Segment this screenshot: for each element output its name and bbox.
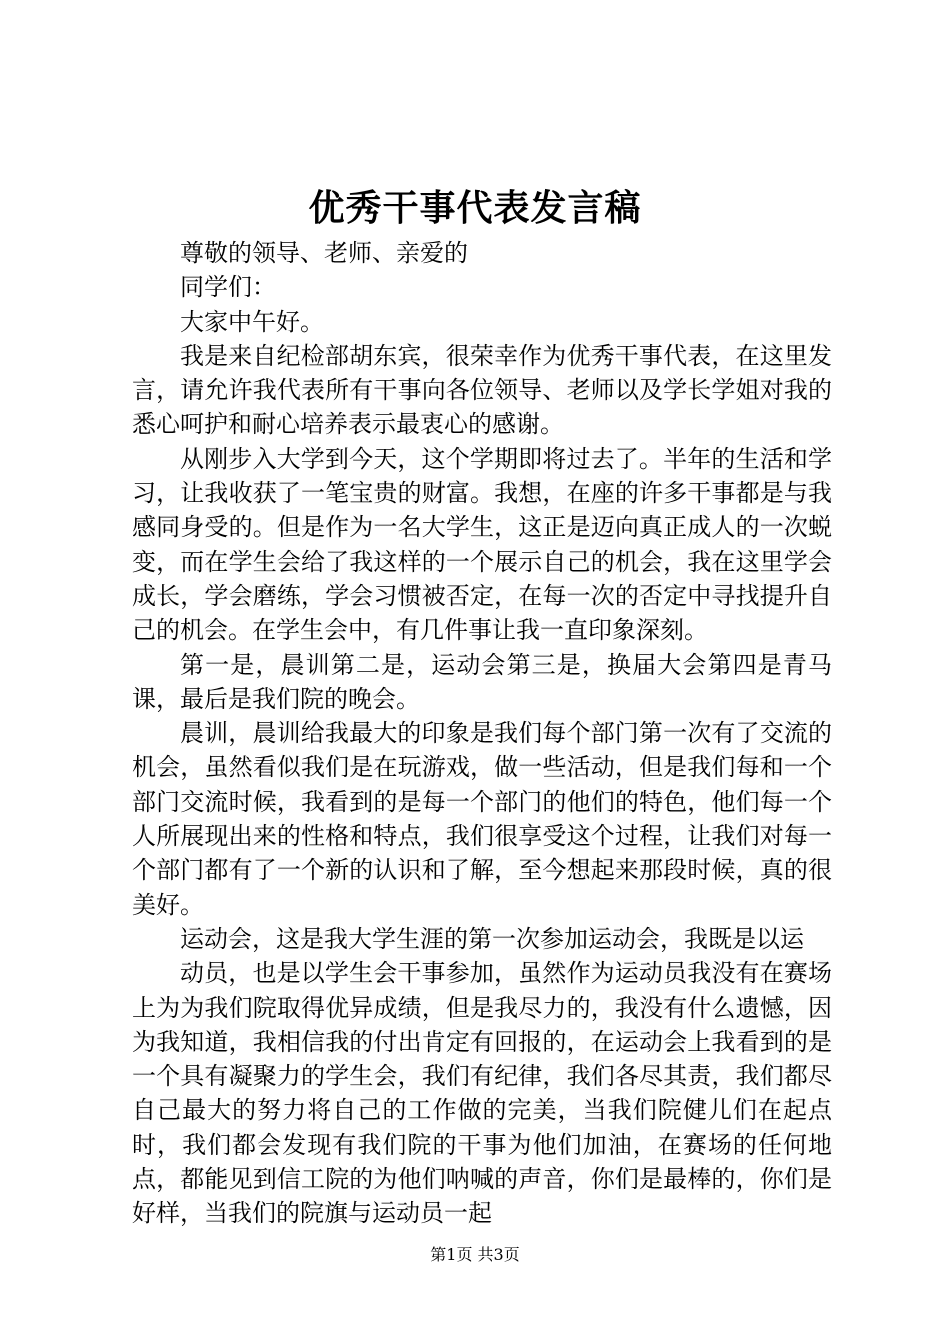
paragraph-salutation-2: 同学们：: [180, 273, 276, 302]
paragraph-greeting: 大家中午好。: [180, 307, 324, 336]
paragraph-salutation-1: 尊敬的领导、老师、亲爱的: [180, 239, 468, 267]
paragraph-sports-meet-continued: 动员，也是以学生会干事参加，虽然作为运动员我没有在赛场上为为我们院取得优异成绩，但是我尽力的，我没有什么遗憾，因为我知道，我相信我的付出肯定有回报的，在运动会上我看到的是一个具有凝聚力的学生会，我们有纪律，我们各尽其责，我们都尽自己最大的努力将自己的工作做的完美，当我们院健儿们在起点时，我们都会发现有我们院的干事为他们加油，在赛场的任何地点，都能见到信工院的为他们呐喊的声音，你们是最棒的，你们是好样，当我们的院旗与运动员一起: [132, 959, 832, 1228]
document-body: [132, 236, 832, 1231]
page-title: 优秀干事代表发言稿: [308, 187, 642, 229]
paragraph-sports-meet: 运动会，这是我大学生涯的第一次参加运动会，我既是以运: [180, 924, 804, 953]
page-number-footer: 第1页 共3页: [430, 1245, 520, 1264]
paragraph-morning-training: 晨训，晨训给我最大的印象是我们每个部门第一次有了交流的机会，虽然看似我们是在玩游戏，做一些活动，但是我们每和一个部门交流时候，我看到的是每一个部门的他们的特色，他们每一个人所展现出来的性格和特点，我们很享受这个过程，让我们对每一个部门都有了一个新的认识和了解，至今想起来那段时候，真的很美好。: [132, 719, 832, 919]
paragraph-events-list: 第一是，晨训第二是，运动会第三是，换届大会第四是青马课，最后是我们院的晚会。: [132, 650, 832, 713]
paragraph-introduction: 我是来自纪检部胡东宾，很荣幸作为优秀干事代表，在这里发言，请允许我代表所有干事向各位领导、老师以及学长学姐对我的悉心呵护和耐心培养表示最衷心的感谢。: [132, 341, 832, 439]
paragraph-semester: 从刚步入大学到今天，这个学期即将过去了。半年的生活和学习，让我收获了一笔宝贵的财富。我想，在座的许多干事都是与我感同身受的。但是作为一名大学生，这正是迈向真正成人的一次蜕变，而在学生会给了我这样的一个展示自己的机会，我在这里学会成长，学会磨练，学会习惯被否定，在每一次的否定中寻找提升自己的机会。在学生会中，有几件事让我一直印象深刻。: [132, 444, 832, 645]
